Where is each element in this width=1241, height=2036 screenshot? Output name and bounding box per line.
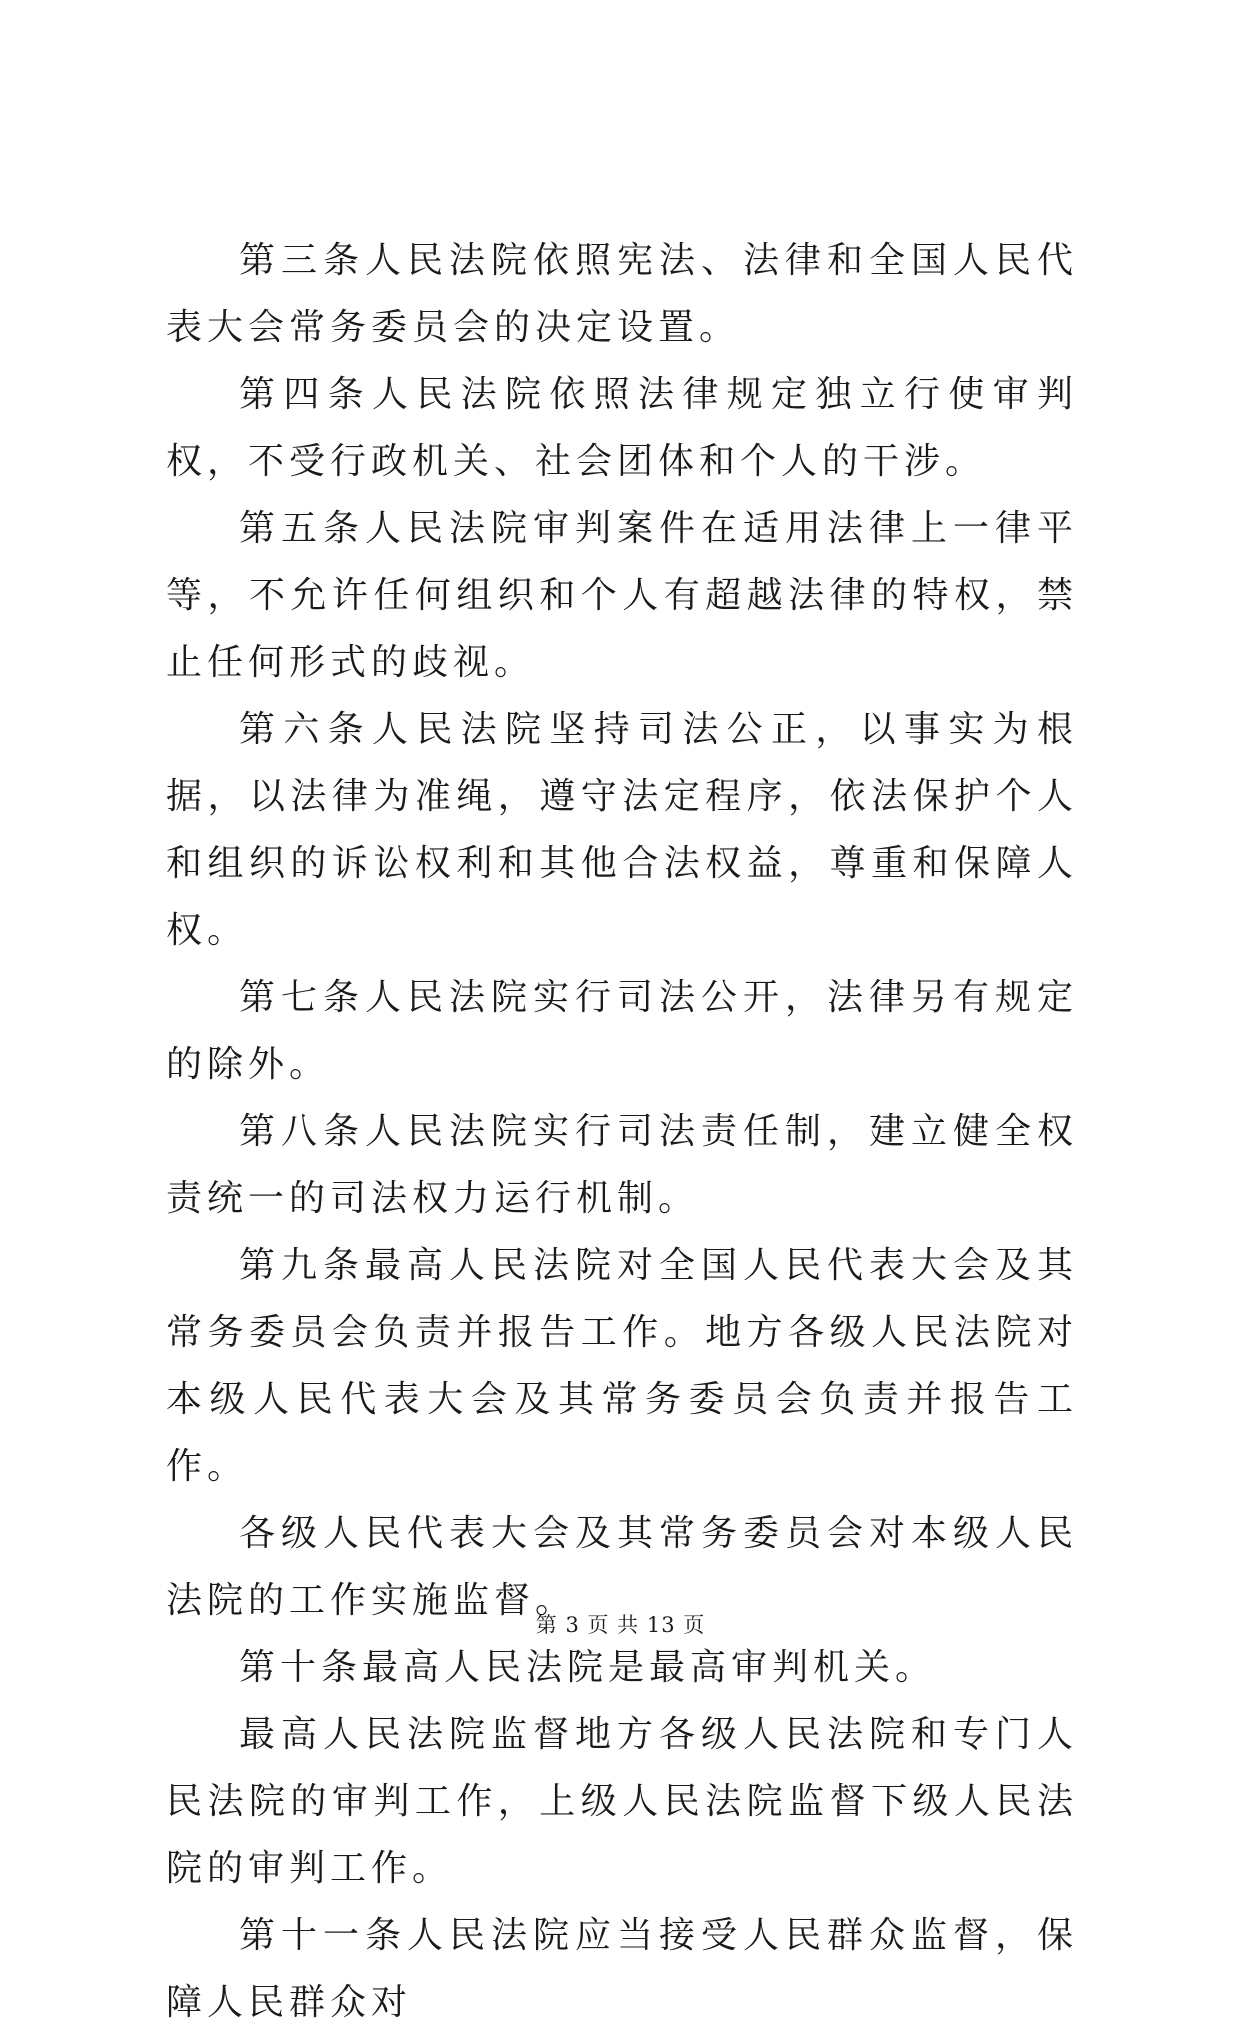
paragraph-article-6: 第六条人民法院坚持司法公正，以事实为根据，以法律为准绳，遵守法定程序，依法保护个人和组织的诉讼权利和其他合法权益，尊重和保障人权。 <box>166 709 1078 951</box>
document-body <box>166 227 1078 2036</box>
paragraph-article-9-supervision: 各级人民代表大会及其常务委员会对本级人民法院的工作实施监督。 <box>166 1513 1078 1621</box>
paragraph-article-7: 第七条人民法院实行司法公开，法律另有规定的除外。 <box>166 977 1078 1085</box>
paragraph-article-10: 第十条最高人民法院是最高审判机关。 <box>239 1647 937 1688</box>
paragraph-article-10-supervision: 最高人民法院监督地方各级人民法院和专门人民法院的审判工作，上级人民法院监督下级人民法院的审判工作。 <box>166 1714 1078 1889</box>
page-number-footer: 第 3 页 共 13 页 <box>535 1613 706 1637</box>
paragraph-article-4: 第四条人民法院依照法律规定独立行使审判权，不受行政机关、社会团体和个人的干涉。 <box>166 374 1078 482</box>
paragraph-article-9: 第九条最高人民法院对全国人民代表大会及其常务委员会负责并报告工作。地方各级人民法院对本级人民代表大会及其常务委员会负责并报告工作。 <box>166 1245 1078 1487</box>
paragraph-article-5: 第五条人民法院审判案件在适用法律上一律平等，不允许任何组织和个人有超越法律的特权，禁止任何形式的歧视。 <box>166 508 1078 683</box>
paragraph-article-8: 第八条人民法院实行司法责任制，建立健全权责统一的司法权力运行机制。 <box>166 1111 1078 1219</box>
paragraph-article-3: 第三条人民法院依照宪法、法律和全国人民代表大会常务委员会的决定设置。 <box>166 240 1078 348</box>
paragraph-article-11: 第十一条人民法院应当接受人民群众监督，保障人民群众对 <box>166 1915 1078 2023</box>
